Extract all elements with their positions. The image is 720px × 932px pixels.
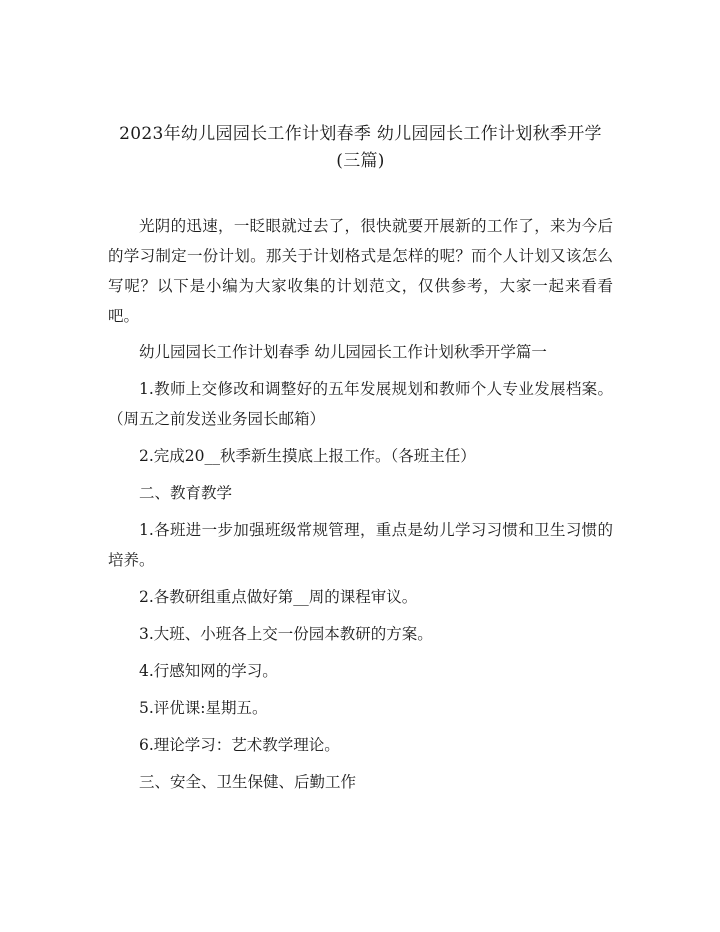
education-item-5: 5.评优课:星期五。 [139, 699, 268, 717]
list-item-1: 1.教师上交修改和调整好的五年发展规划和教师个人专业发展档案。（周五之前发送业务园长邮箱） [108, 380, 613, 428]
section-heading-part-one: 幼儿园园长工作计划春季 幼儿园园长工作计划秋季开学篇一 [139, 343, 547, 361]
list-item-2: 2.完成20__秋季新生摸底上报工作。（各班主任） [139, 447, 476, 465]
education-item-1: 1.各班进一步加强班级常规管理，重点是幼儿学习习惯和卫生习惯的培养。 [108, 521, 613, 569]
section-heading-education: 二、教育教学 [139, 484, 233, 502]
document-title: 2023年幼儿园园长工作计划春季 幼儿园园长工作计划秋季开学(三篇) [119, 124, 602, 171]
document-body [108, 211, 613, 804]
intro-paragraph: 光阴的迅速，一眨眼就过去了，很快就要开展新的工作了，来为今后的学习制定一份计划。那关于计划格式是怎样的呢？而个人计划又该怎么写呢？以下是小编为大家收集的计划范文，仅供参考，大家一起来看看吧。 [108, 217, 613, 325]
section-heading-safety: 三、安全、卫生保健、后勤工作 [139, 773, 357, 791]
education-item-4: 4.行感知网的学习。 [139, 662, 278, 680]
education-item-6: 6.理论学习：艺术教学理论。 [139, 736, 340, 754]
education-item-2: 2.各教研组重点做好第__周的课程审议。 [139, 588, 418, 606]
education-item-3: 3.大班、小班各上交一份园本教研的方案。 [139, 625, 433, 643]
